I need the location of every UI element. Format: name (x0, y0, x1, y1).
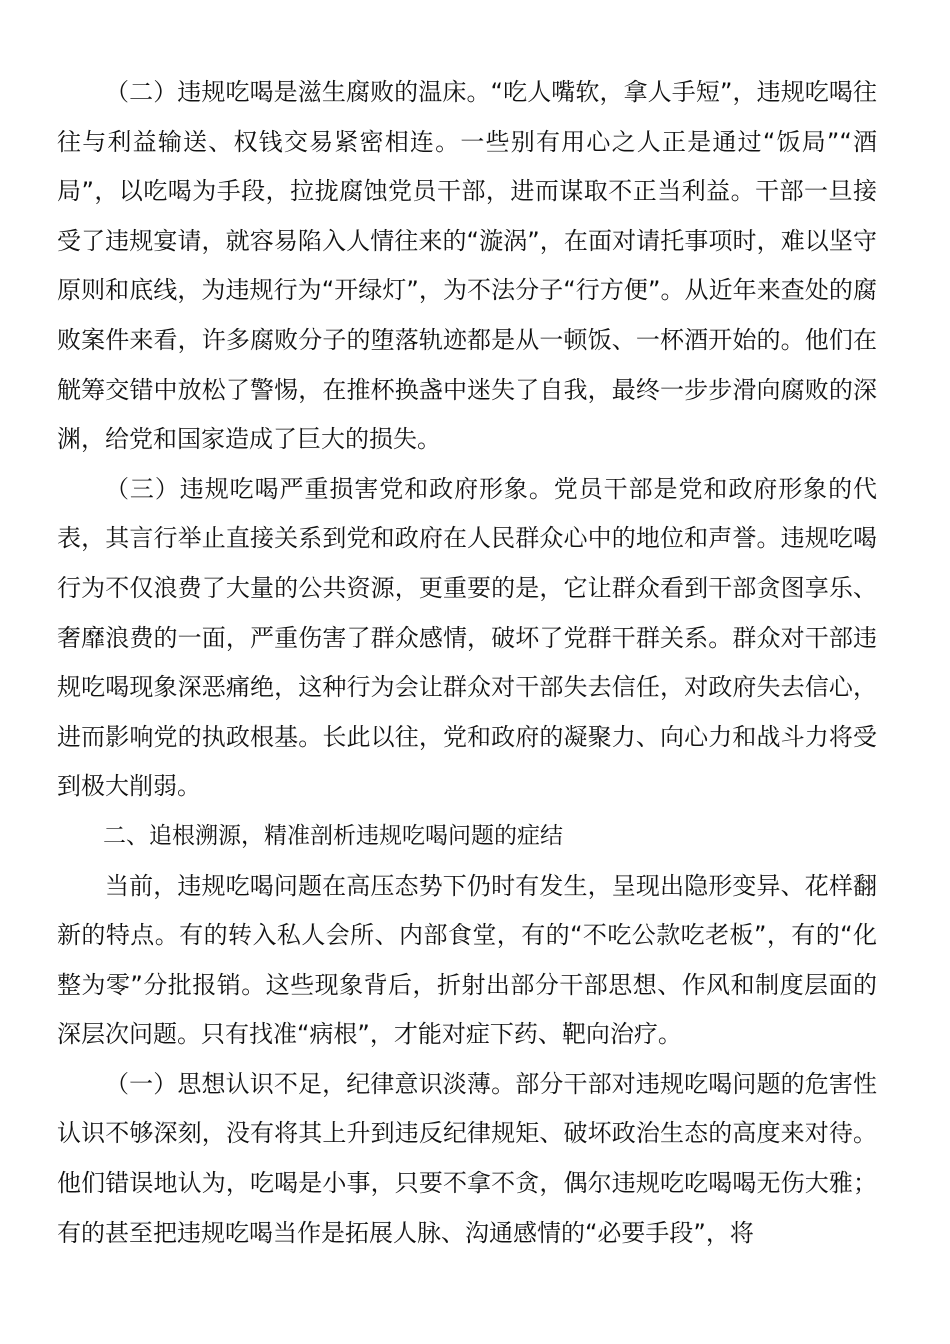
paragraph-current-situation: 当前，违规吃喝问题在高压态势下仍时有发生，呈现出隐形变异、花样翻新的特点。有的转入私人会所、内部食堂，有的“不吃公款吃老板”，有的“化整为零”分批报销。这些现象背后，折射出部分干部思想、作风和制度层面的深层次问题。只有找准“病根”，才能对症下药、靶向治疗。 (57, 871, 877, 1049)
paragraph-insufficient-awareness: （一）思想认识不足，纪律意识淡薄。部分干部对违规吃喝问题的危害性认识不够深刻，没有将其上升到违反纪律规矩、破坏政治生态的高度来对待。他们错误地认为，吃喝是小事，只要不拿不贪，偶尔违规吃吃喝喝无伤大雅；有的甚至把违规吃喝当作是拓展人脉、沟通感情的“必要手段”，将 (57, 1069, 877, 1247)
paragraph-corruption-hotbed: （二）违规吃喝是滋生腐败的温床。“吃人嘴软，拿人手短”，违规吃喝往往与利益输送、权钱交易紧密相连。一些别有用心之人正是通过“饭局”“酒局”，以吃喝为手段，拉拢腐蚀党员干部，进而谋取不正当利益。干部一旦接受了违规宴请，就容易陷入人情往来的“漩涡”，在面对请托事项时，难以坚守原则和底线，为违规行为“开绿灯”，为不法分子“行方便”。从近年来查处的腐败案件来看，许多腐败分子的堕落轨迹都是从一顿饭、一杯酒开始的。他们在觥筹交错中放松了警惕，在推杯换盏中迷失了自我，最终一步步滑向腐败的深渊，给党和国家造成了巨大的损失。 (57, 78, 877, 454)
document-body (57, 68, 877, 1258)
paragraph-image-damage: （三）违规吃喝严重损害党和政府形象。党员干部是党和政府形象的代表，其言行举止直接关系到党和政府在人民群众心中的地位和声誉。违规吃喝行为不仅浪费了大量的公共资源，更重要的是，它让群众看到干部贪图享乐、奢靡浪费的一面，严重伤害了群众感情，破坏了党群干群关系。群众对干部违规吃喝现象深恶痛绝，这种行为会让群众对干部失去信任，对政府失去信心，进而影响党的执政根基。长此以往，党和政府的凝聚力、向心力和战斗力将受到极大削弱。 (57, 474, 877, 801)
section-heading-root-causes: 二、追根溯源，精准剖析违规吃喝问题的症结 (103, 822, 563, 849)
